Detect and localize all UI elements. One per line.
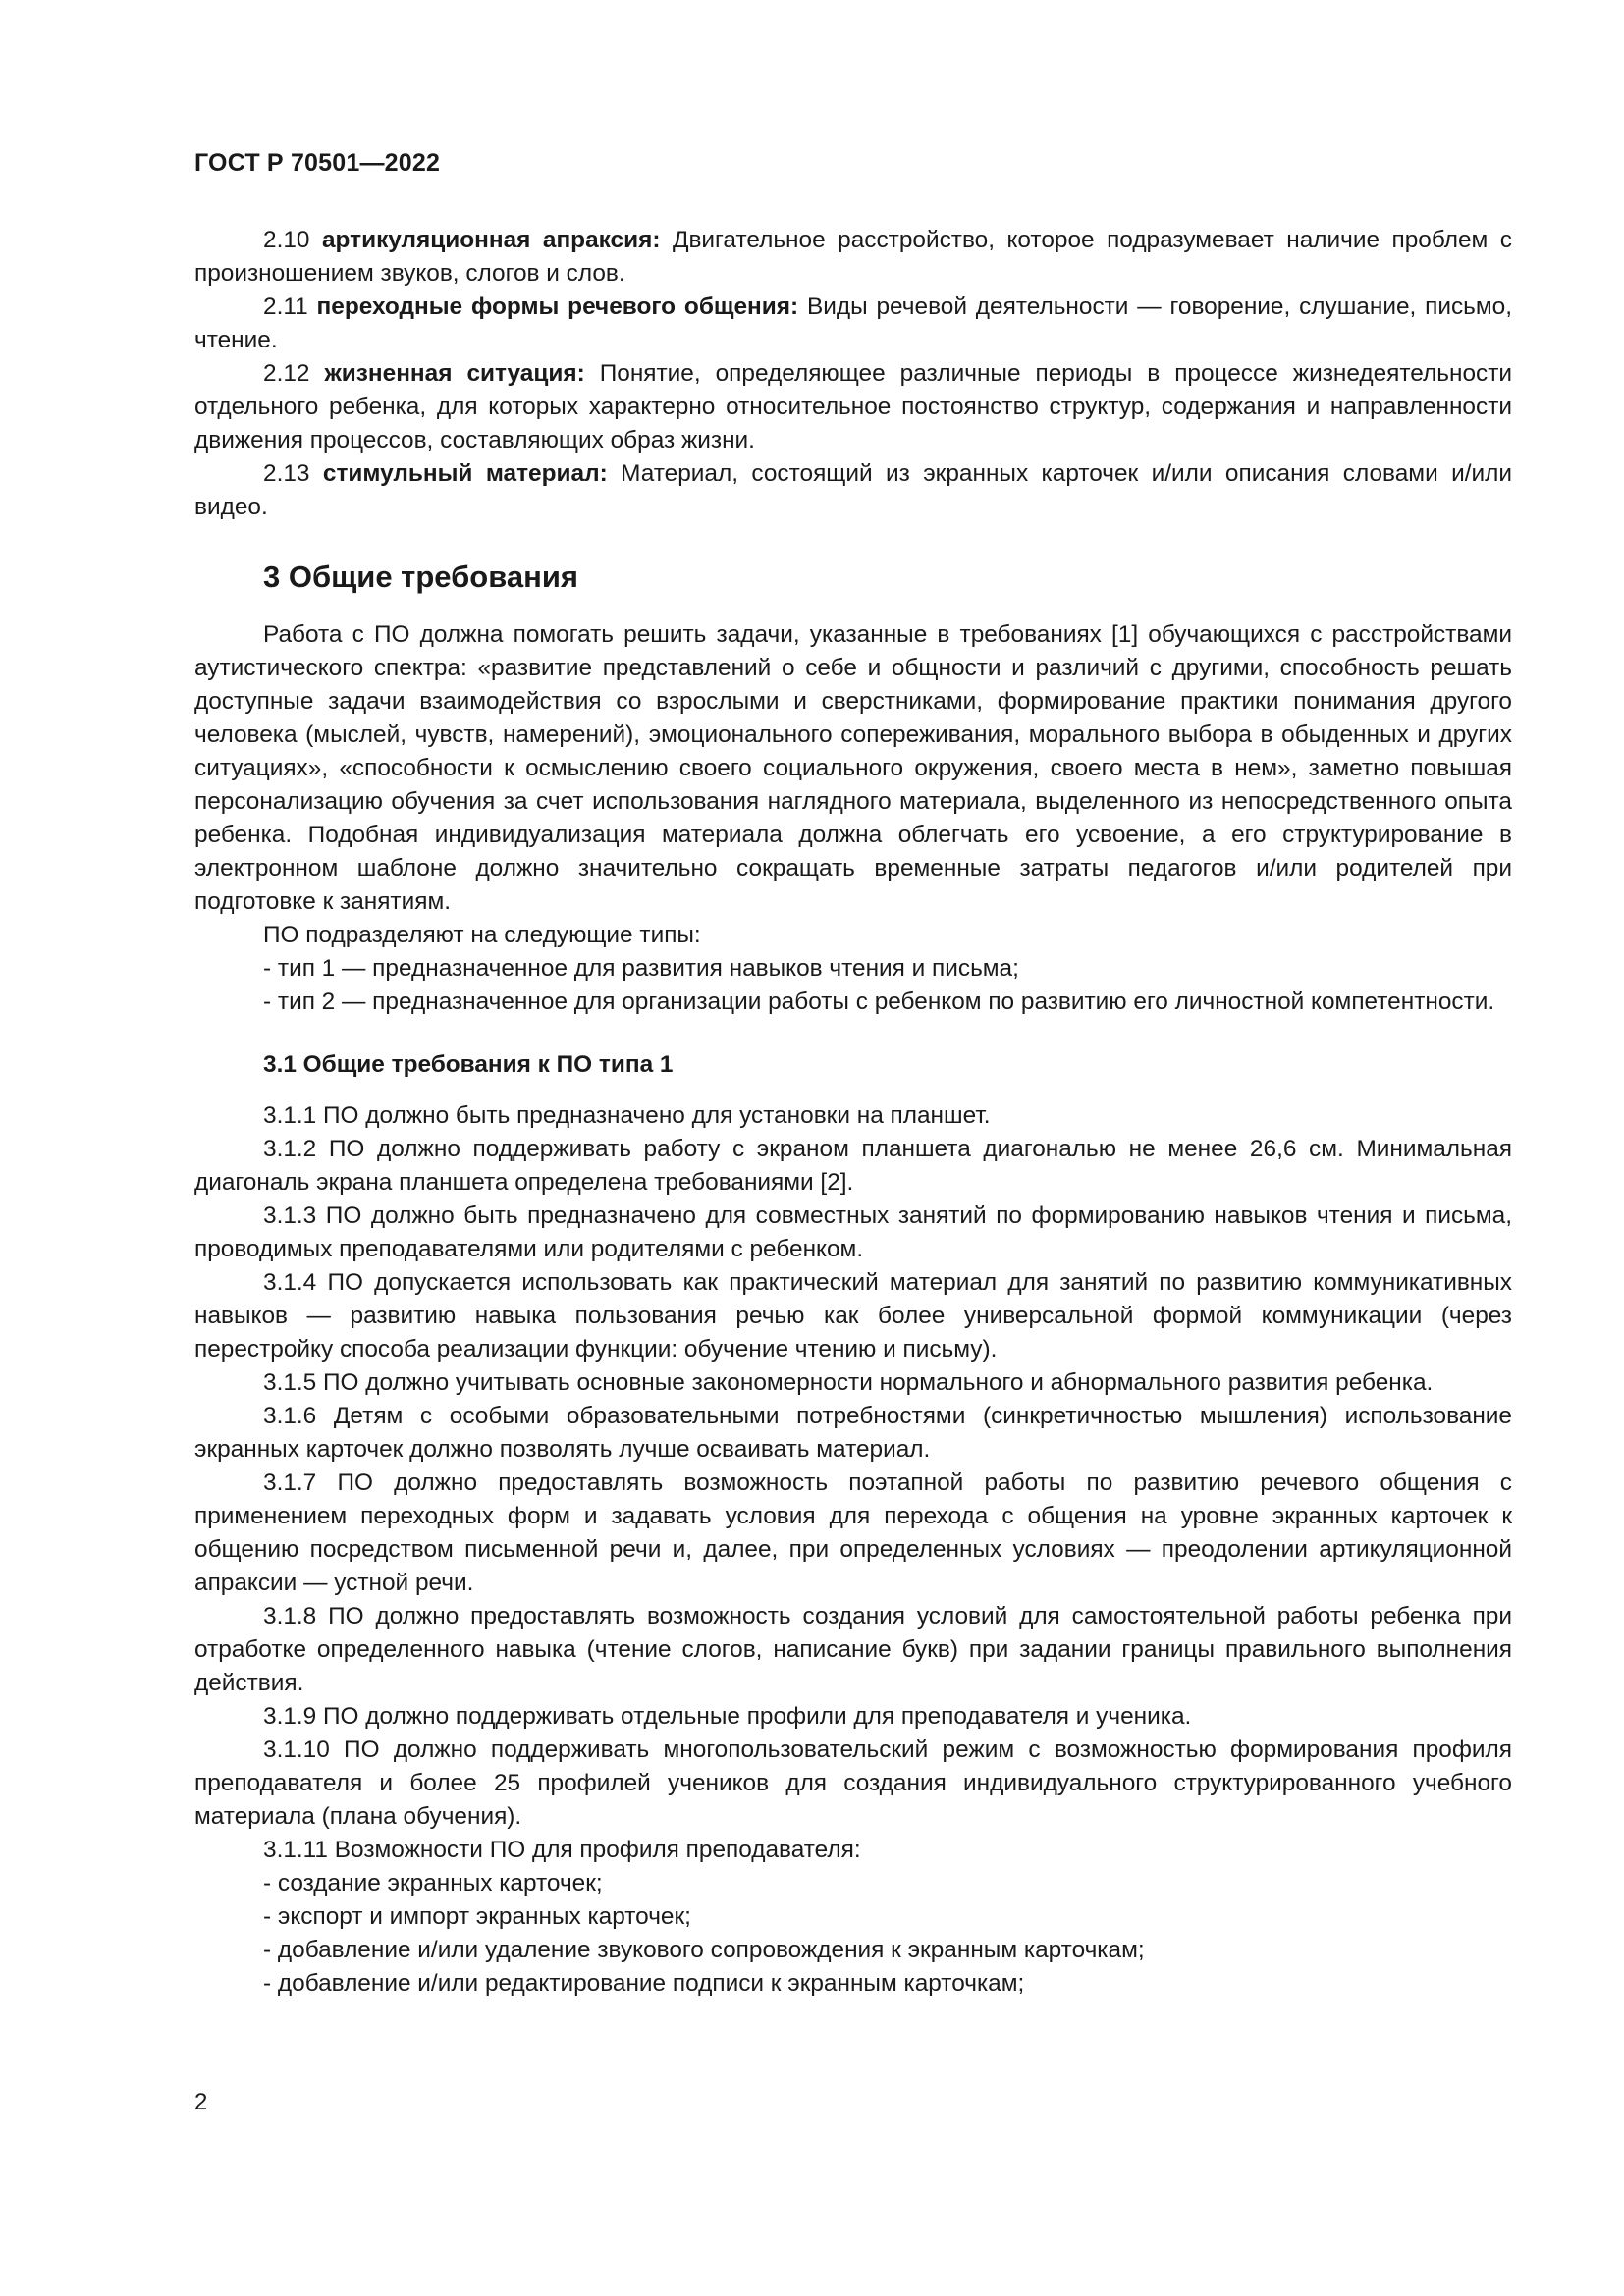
term-name: стимульный материал: — [322, 460, 608, 487]
subsection-heading: 3.1 Общие требования к ПО типа 1 — [263, 1051, 674, 1078]
term-text: Материал, состоящий из экранных карточек и/или описания словами и/или видео. — [194, 460, 1512, 520]
page-content — [194, 224, 1512, 2001]
term-number: 2.13 — [263, 460, 310, 487]
page-number: 2 — [194, 2089, 208, 2115]
term-number: 2.11 — [263, 294, 308, 320]
section-heading: 3 Общие требования — [263, 560, 578, 594]
clause: 3.1.1 ПО должно быть предназначено для установки на планшет. — [263, 1102, 991, 1129]
term-text: Виды речевой деятельности — говорение, слушание, письмо, чтение. — [194, 294, 1513, 353]
clause: 3.1.10 ПО должно поддерживать многопользовательский режим с возможностью формирования профиля преподавателя и более 25 профилей учеников для создания индивидуального структурированного учебного материала (плана обучения). — [194, 1736, 1512, 1830]
list-item: - тип 1 — предназначенное для развития навыков чтения и письма; — [263, 955, 1019, 982]
list-item: - тип 2 — предназначенное для организации работы с ребенком по развитию его личностной компетентности. — [263, 988, 1495, 1015]
list-item: - добавление и/или редактирование подписи к экранным карточкам; — [263, 1970, 1025, 1997]
term-definition — [194, 224, 1512, 291]
term-number: 2.10 — [263, 227, 310, 253]
term-text: Понятие, определяющее различные периоды в процессе жизнедеятельности отдельного ребенка, для которых характерно относительное постоянство структур, содержания и направленности движения процессов, составляющих образ жизни. — [194, 360, 1512, 454]
clause: 3.1.11 Возможности ПО для профиля преподавателя: — [263, 1837, 861, 1863]
clause: 3.1.8 ПО должно предоставлять возможность создания условий для самостоятельной работы ребенка при отработке определенного навыка (чтение слогов, написание букв) при задании границы правильного выполнения действия. — [194, 1603, 1512, 1696]
clause: 3.1.6 Детям с особыми образовательными потребностями (синкретичностью мышления) использование экранных карточек должно позволять лучше осваивать материал. — [194, 1403, 1512, 1463]
clause: 3.1.9 ПО должно поддерживать отдельные профили для преподавателя и ученика. — [263, 1703, 1192, 1730]
term-definition — [194, 457, 1512, 524]
term-name: жизненная ситуация: — [324, 360, 585, 387]
list-item: - экспорт и импорт экранных карточек; — [263, 1903, 691, 1930]
clause: 3.1.3 ПО должно быть предназначено для совместных занятий по формированию навыков чтения и письма, проводимых преподавателями или родителями с ребенком. — [194, 1202, 1512, 1262]
term-name: переходные формы речевого общения: — [316, 294, 799, 320]
clause: 3.1.7 ПО должно предоставлять возможность поэтапной работы по развитию речевого общения с применением переходных форм и задавать условия для перехода с общения на уровне экранных карточек к общению посредством письменной речи и, далее, при определенных условиях — преодолении артикуляционной апраксии — устной речи. — [194, 1469, 1512, 1596]
list-item: - создание экранных карточек; — [263, 1870, 603, 1896]
clause: 3.1.4 ПО допускается использовать как практический материал для занятий по развитию коммуникативных навыков — развитию навыка пользования речью как более универсальной формой коммуникации (через перестройку способа реализации функции: обучение чтению и письму). — [194, 1269, 1512, 1362]
term-name: артикуляционная апраксия: — [321, 227, 661, 253]
clause: 3.1.5 ПО должно учитывать основные закономерности нормального и абнормального развития ребенка. — [263, 1369, 1434, 1396]
term-number: 2.12 — [263, 360, 310, 387]
term-definition — [194, 291, 1512, 357]
list-item: - добавление и/или удаление звукового сопровождения к экранным карточкам; — [263, 1937, 1145, 1963]
document-code-header: ГОСТ Р 70501—2022 — [194, 149, 441, 177]
paragraph: ПО подразделяют на следующие типы: — [263, 922, 701, 948]
paragraph: Работа с ПО должна помогать решить задачи, указанные в требованиях [1] обучающихся с расстройствами аутистического спектра: «развитие представлений о себе и общности и различий с другими, способность решать доступные задачи взаимодействия со взрослыми и сверстниками, формирование практики понимания другого человека (мыслей, чувств, намерений), эмоционального сопереживания, морального выбора в обыденных и других ситуациях», «способности к осмыслению своего социального окружения, своего места в нем», заметно повышая персонализацию обучения за счет использования наглядного материала, выделенного из непосредственного опыта ребенка. Подобная индивидуализация материала должна облегчать его усвоение, а его структурирование в электронном шаблоне должно значительно сокращать временные затраты педагогов и/или родителей при подготовке к занятиям. — [194, 621, 1512, 915]
term-text: Двигательное расстройство, которое подразумевает наличие проблем с произношением звуков, слогов и слов. — [194, 227, 1512, 287]
term-definition — [194, 357, 1512, 457]
clause: 3.1.2 ПО должно поддерживать работу с экраном планшета диагональю не менее 26,6 см. Минимальная диагональ экрана планшета определена требованиями [2]. — [194, 1136, 1512, 1196]
